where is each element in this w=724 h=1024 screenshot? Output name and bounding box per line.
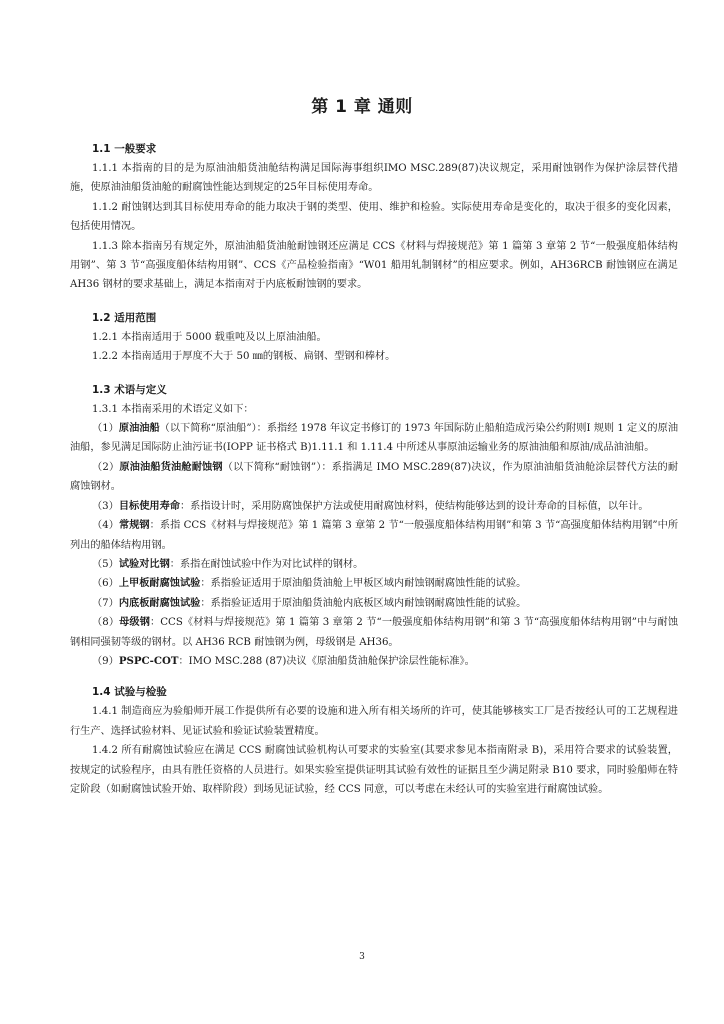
paragraph: 1.1.3 除本指南另有规定外，原油油船货油舱耐蚀钢还应满足 CCS《材料与焊接规范》第 1 篇第 3 章第 2 节“一般强度船体结构用钢”、第 3 节“高强度船体结构用钢”、CCS《产品检验指南》“W01 船用轧制钢材”的相应要求。例如，AH36RCB 耐蚀钢应在满足 AH36 钢材的要求基础上，满足本指南对于内底板耐蚀钢的要求。 xyxy=(70,240,678,291)
section-scope xyxy=(70,309,678,367)
section-terms-definitions xyxy=(70,381,678,672)
paragraph: 1.4.2 所有耐腐蚀试验应在满足 CCS 耐腐蚀试验机构认可要求的实验室(其要求参见本指南附录 B)，采用符合要求的试验装置，按规定的试验程序，由具有胜任资格的人员进行。如果实验室提供证明其试验有效性的证据且至少满足附录 B10 要求，同时验船师在特定阶段（如耐腐蚀试验开始、取样阶段）到场见证试验，经 CCS 同意，可以考虑在未经认可的实验室进行耐腐蚀试验。 xyxy=(70,745,678,795)
definition-text: ：CCS《材料与焊接规范》第 1 篇第 3 章第 2 节“一般强度船体结构用钢”和第 3 节“高强度船体结构用钢”中与耐蚀钢相同强韧等级的钢材。以 AH36 RCB 耐蚀钢为例，母级钢是 AH36。 xyxy=(70,617,679,648)
definition-text: ：系指在耐蚀试验中作为对比试样的钢材。 xyxy=(169,558,364,570)
definition-text: ：系指 CCS《材料与焊接规范》第 1 篇第 3 章第 2 节“一般强度船体结构用钢”和第 3 节“高强度船体结构用钢”中所列出的船体结构用钢。 xyxy=(70,520,679,551)
definition-item xyxy=(70,458,678,497)
item-number: （3） xyxy=(92,500,119,512)
definition-item xyxy=(70,555,678,574)
item-number: （6） xyxy=(92,578,119,590)
definition-text: ：系指验证适用于原油船货油舱上甲板区域内耐蚀钢耐腐蚀性能的试验。 xyxy=(200,578,527,590)
paragraph: 1.1.2 耐蚀钢达到其目标使用寿命的能力取决于钢的类型、使用、维护和检验。实际使用寿命是变化的，取决于很多的变化因素，包括使用情况。 xyxy=(70,201,678,233)
definition-text: ：系指设计时，采用防腐蚀保护方法或使用耐腐蚀材料，使结构能够达到的设计寿命的目标值，以年计。 xyxy=(179,500,649,512)
defined-term: 母级钢 xyxy=(119,616,150,629)
document-body xyxy=(70,140,678,799)
chapter-title: 第 1 章 通则 xyxy=(311,97,413,117)
definition-item xyxy=(70,497,678,516)
paragraph: 1.3.1 本指南采用的术语定义如下： xyxy=(92,403,254,415)
defined-term: 上甲板耐腐蚀试验 xyxy=(118,577,201,590)
defined-term: 常规钢 xyxy=(118,519,150,532)
item-number: （4） xyxy=(92,520,119,532)
paragraph: 1.1.1 本指南的目的是为原油油船货油舱结构满足国际海事组织IMO MSC.289(87)决议规定，采用耐蚀钢作为保护涂层替代措施，使原油油船货油舱的耐腐蚀性能达到规定的25年目标使用寿命。 xyxy=(70,163,678,194)
definition-text: （以下简称“原油船”）：系指经 1978 年议定书修订的 1973 年国际防止船舶造成污染公约附则Ⅰ 规则 1 定义的原油油船，参见满足国际防止油污证书(IOPP 证书格式 B)1.11.1 和 1.11.4 中所述从事原油运输业务的原油油船和原油/成品油油船。 xyxy=(70,423,679,454)
item-number: （9） xyxy=(92,655,119,667)
item-number: （7） xyxy=(92,597,119,609)
definition-item xyxy=(70,574,678,593)
definition-text: ：系指验证适用于原油船货油舱内底板区域内耐蚀钢耐腐蚀性能的试验。 xyxy=(200,597,527,609)
definition-text: （以下简称“耐蚀钢”）：系指满足 IMO MSC.289(87)决议，作为原油油船货油舱涂层替代方法的耐腐蚀钢材。 xyxy=(70,461,679,493)
paragraph: 1.2.1 本指南适用于 5000 载重吨及以上原油油船。 xyxy=(92,331,327,343)
defined-term: 原油油船货油舱耐蚀钢 xyxy=(119,460,223,473)
defined-term: PSPC-COT xyxy=(118,654,179,667)
section-heading: 1.2 适用范围 xyxy=(92,311,157,324)
item-number: （1） xyxy=(92,423,119,435)
section-heading: 1.4 试验与检验 xyxy=(92,686,167,699)
item-number: （8） xyxy=(92,617,120,629)
section-heading: 1.3 术语与定义 xyxy=(92,383,167,396)
paragraph: 1.2.2 本指南适用于厚度不大于 50 ㎜的钢板、扁钢、型钢和棒材。 xyxy=(92,351,396,363)
section-heading: 1.1 一般要求 xyxy=(92,143,157,155)
paragraph: 1.4.1 制造商应为验船师开展工作提供所有必要的设施和进入所有相关场所的许可，使其能够核实工厂是否按经认可的工艺规程进行生产、选择试验材料、见证试验和验证试验装置精度。 xyxy=(70,706,678,737)
page-number: 3 xyxy=(359,952,365,962)
item-number: （2） xyxy=(92,461,120,473)
section-general-requirements xyxy=(70,140,678,295)
definition-item xyxy=(70,652,678,671)
definition-item xyxy=(70,594,678,613)
defined-term: 内底板耐腐蚀试验 xyxy=(118,596,201,609)
defined-term: 目标使用寿命 xyxy=(118,499,180,512)
section-testing-inspection xyxy=(70,683,678,799)
defined-term: 原油油船 xyxy=(118,422,160,435)
definition-item xyxy=(70,516,678,555)
item-number: （5） xyxy=(92,558,119,570)
definition-item xyxy=(70,613,678,652)
defined-term: 试验对比钢 xyxy=(118,557,170,570)
definition-item xyxy=(70,419,678,458)
definition-text: ：IMO MSC.288 (87)决议《原油船货油舱保护涂层性能标准》。 xyxy=(178,655,475,667)
